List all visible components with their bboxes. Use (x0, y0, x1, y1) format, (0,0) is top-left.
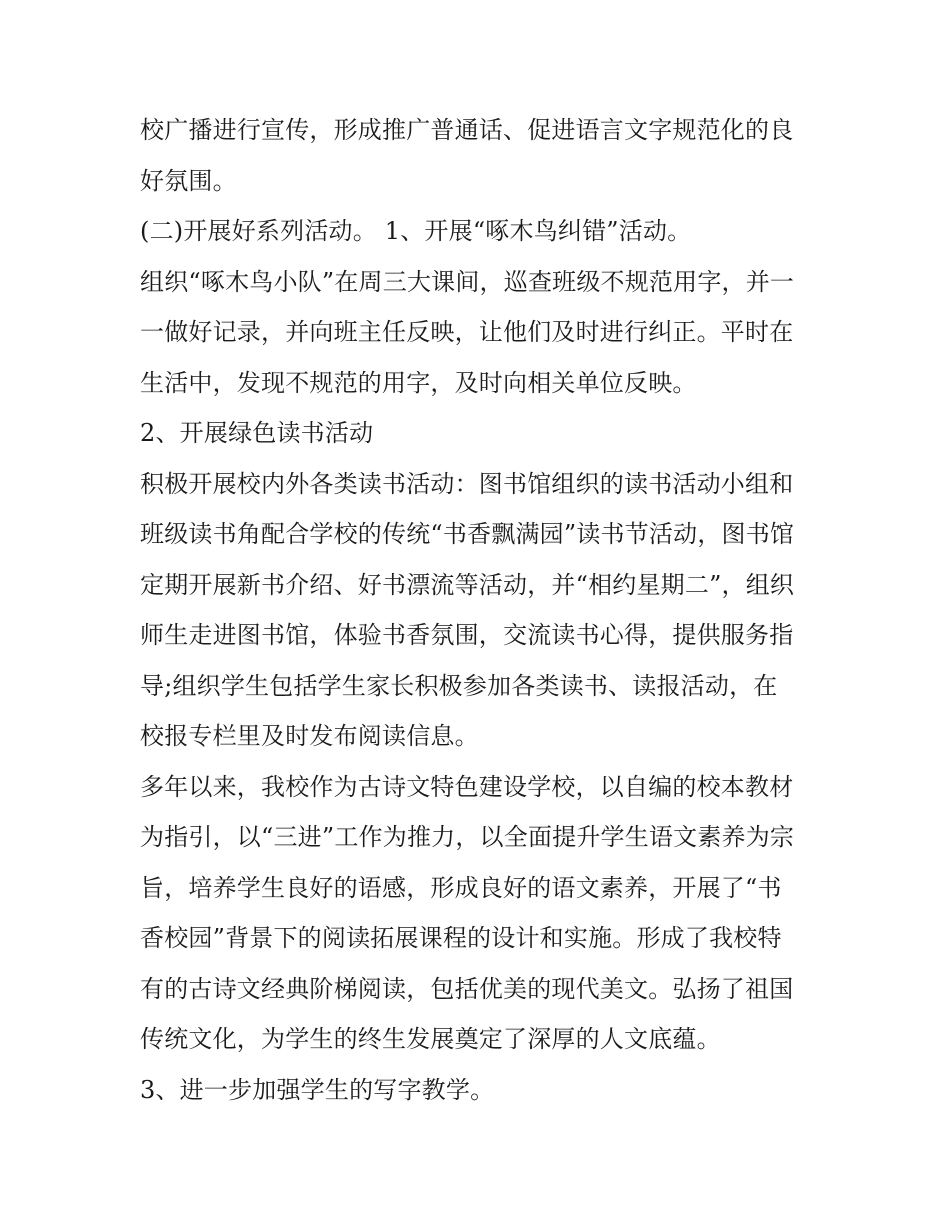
text-line: 定期开展新书介绍、好书漂流等活动，并“相约星期二”，组织 (140, 570, 795, 599)
text-line: 师生走进图书馆，体验书香氛围，交流读书心得，提供服务指 (140, 621, 794, 649)
text-line: 积极开展校内外各类读书活动：图书馆组织的读书活动小组和 (140, 469, 794, 498)
document-body (140, 105, 820, 1115)
text-line: 校广播进行宣传，形成推广普通话、促进语言文字规范化的良 (140, 116, 794, 144)
text-line: 校报专栏里及时发布阅读信息。 (140, 722, 479, 750)
text-line: 有的古诗文经典阶梯阅读，包括优美的现代美文。弘扬了祖国 (140, 974, 794, 1003)
text-line: 香校园”背景下的阅读拓展课程的设计和实施。形成了我校特 (140, 924, 782, 952)
text-line: 生活中，发现不规范的用字，及时向相关单位反映。 (140, 368, 697, 397)
text-line: 班级读书角配合学校的传统“书香飘满园”读书节活动，图书馆 (140, 520, 795, 548)
text-line: 为指引，以“三进”工作为推力，以全面提升学生语文素养为宗 (140, 823, 795, 851)
text-line: 一做好记录，并向班主任反映，让他们及时进行纠正。平时在 (140, 318, 794, 346)
text-line: 组织“啄木鸟小队”在周三大课间，巡查班级不规范用字，并一 (140, 267, 795, 296)
text-line: 多年以来，我校作为古诗文特色建设学校，以自编的校本教材 (140, 772, 794, 801)
text-line: 传统文化，为学生的终生发展奠定了深厚的人文底蕴。 (140, 1025, 721, 1053)
text-line: 旨，培养学生良好的语感，形成良好的语文素养，开展了“书 (140, 873, 782, 902)
text-line: 3、进一步加强学生的写字教学。 (140, 1075, 495, 1104)
text-line: 2、开展绿色读书活动 (140, 419, 374, 447)
text-line: 导;组织学生包括学生家长积极参加各类读书、读报活动，在 (140, 671, 778, 700)
text-line: (二)开展好系列活动。 1、开展“啄木鸟纠错”活动。 (140, 217, 692, 245)
text-line: 好氛围。 (140, 166, 237, 195)
